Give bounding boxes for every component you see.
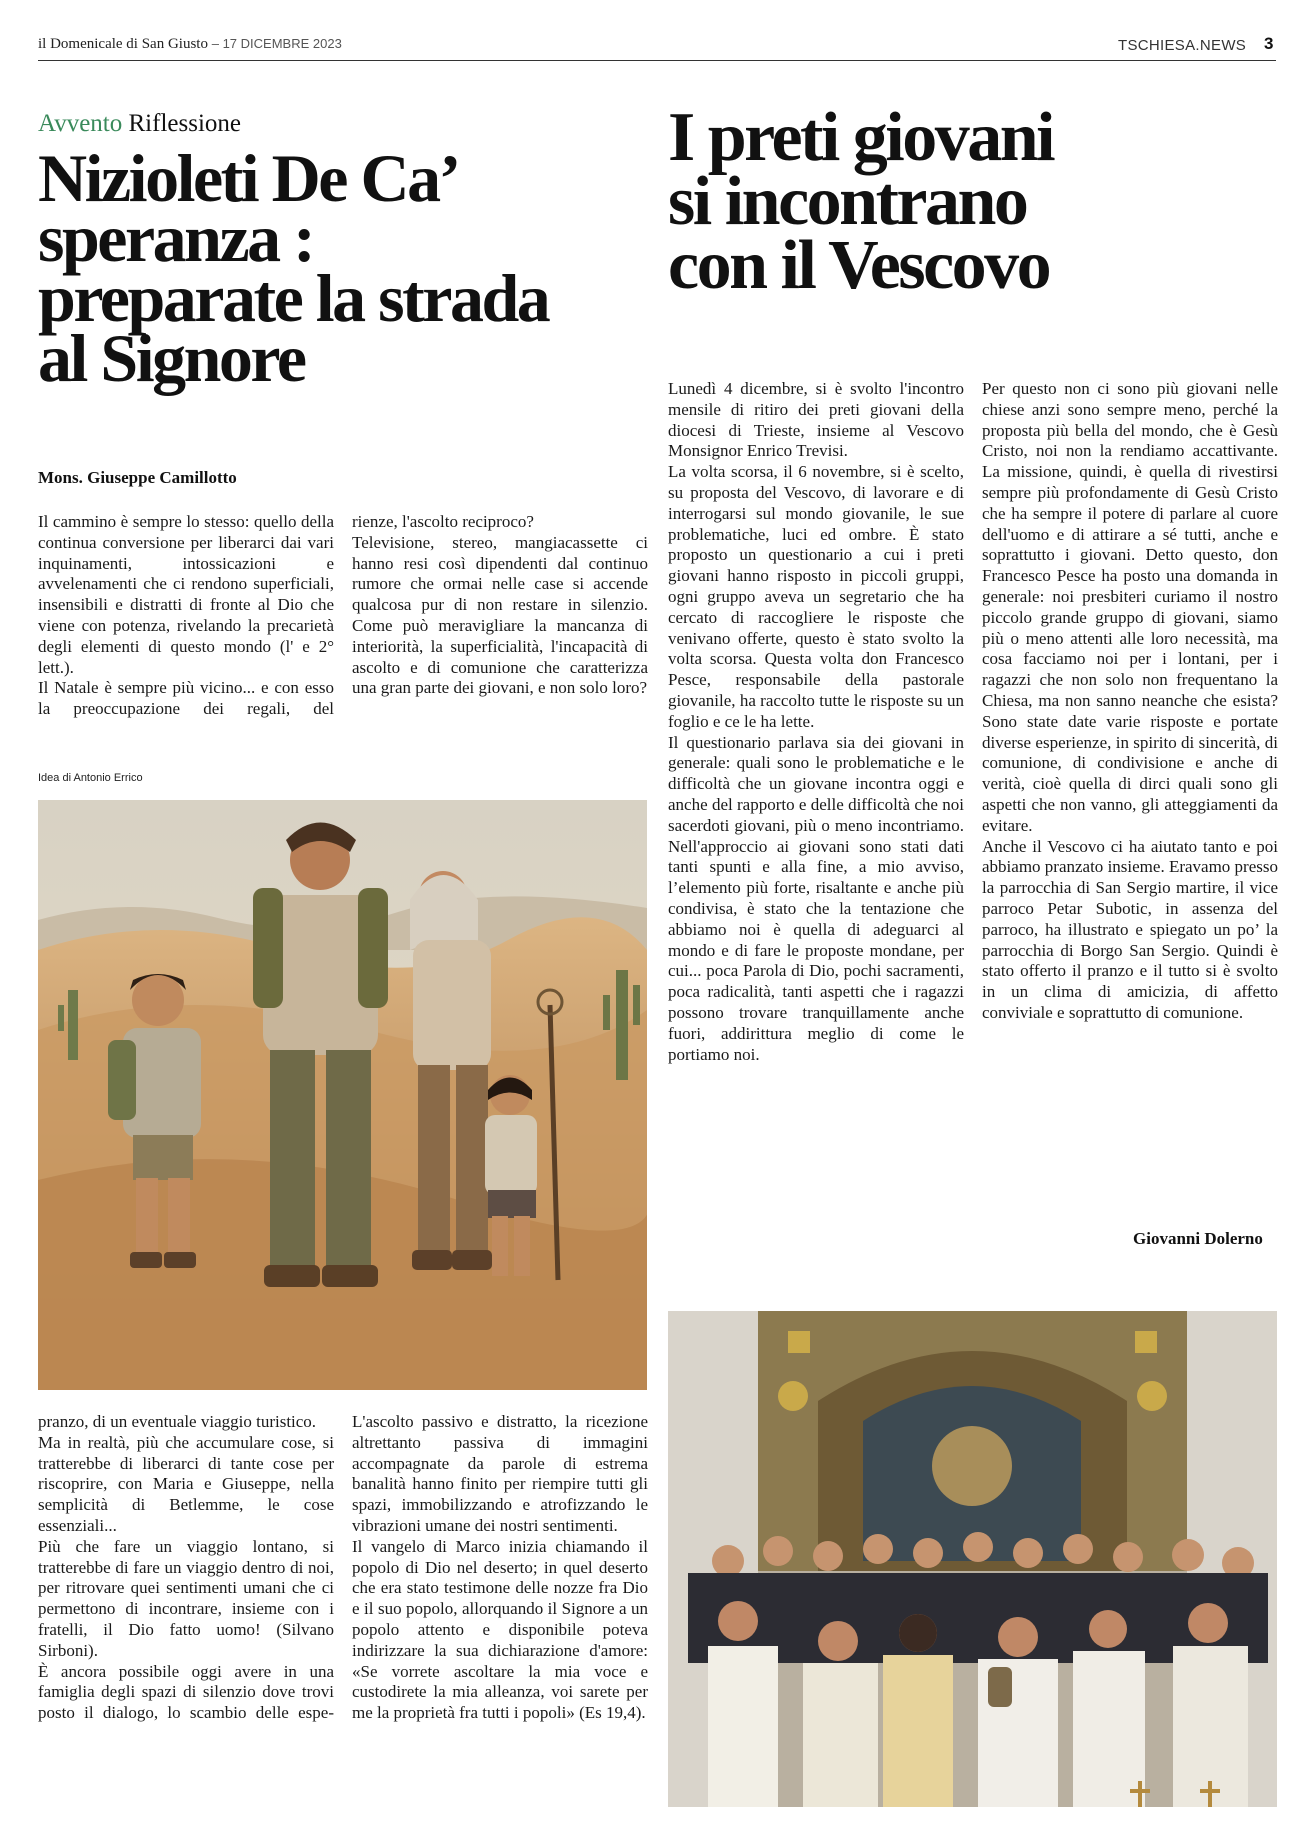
kicker-type: Riflessione (128, 110, 241, 137)
section-kicker (38, 110, 241, 138)
image-caption: Idea di Antonio Errico (38, 772, 143, 784)
header-rule (38, 60, 1276, 61)
paragraph: La volta scorsa, il 6 novembre, si è scelto, su proposta del Vescovo, di lavorare e di interrogarsi sul mondo giovanile, le sue problematiche, luci ed ombre. È stato proposto un questionario a cui i preti giovani hanno risposto in piccoli gruppi, ogni gruppo aveva un segretario che ha cercato di raccogliere le risposte che venivano offerte, questo è stato svolto la volta scorsa. Questa volta don Francesco Pesce, responsabile della pastorale giovanile, ha raccolto tutte le risposte su un foglio e ce le ha lette. (668, 462, 964, 731)
page-number: 3 (1264, 34, 1274, 53)
left-bottom-column-2 (352, 1412, 648, 1724)
paragraph: Più che fare un viaggio lontano, si tratterebbe di fare un viaggio dentro di noi, per ritrovare quei sentimenti umani che ci permettono di incontrare, insieme con i fratelli, il Dio fatto uomo! (Silvano Sirboni). (38, 1536, 334, 1660)
paragraph: Televisione, stereo, mangiacassette ci hanno resi così dipendenti dal continuo rumore che ormai nelle case si accende qualcosa pur di non restare in silenzio. Come può meravigliare la mancanza di interiorità, la superficialità, l'incapacità di ascolto e di comunione che caratterizza una gran parte dei giovani, e non solo loro? (352, 532, 648, 698)
paragraph: Il Natale è sempre più vicino... e con esso la preoccupazione dei regali, del (38, 678, 334, 719)
right-column-1 (668, 379, 964, 1065)
left-top-column-2 (352, 512, 648, 699)
kicker-section: Avvento (38, 110, 123, 137)
left-bottom-column-1 (38, 1412, 334, 1724)
right-article-title (668, 99, 1288, 304)
issue-date: – 17 DICEMBRE 2023 (211, 36, 342, 51)
paragraph: rienze, l'ascolto reciproco? (352, 512, 534, 531)
title-line: speranza : (38, 200, 314, 276)
publication-name: il Domenicale di San Giusto (38, 36, 208, 52)
title-line: con il Vescovo (668, 227, 1050, 304)
paragraph: Anche il Vescovo ci ha aiutato tanto e poi abbiamo pranzato insieme. Eravamo presso la parrocchia di San Sergio martire, il vice parroco Petar Subotic, in assenza del parroco, ha illustrato e spiegato un po’ la parrocchia di Borgo San Sergio. Quindi è stato offerto il pranzo e il tutto si è svolto in un clima di amicizia, di affetto conviviale e soprattutto di comunione. (982, 836, 1278, 1022)
paragraph: Per questo non ci sono più giovani nelle chiese anzi sono sempre meno, perché la proposta più bella del mondo, che è Gesù Cristo, noi non la rendiamo accattivante. La missione, quindi, è quella di rivestirsi sempre più profondamente di Gesù Cristo che ha sempre il potere di parlare al cuore dell'uomo e di attirare a sé tutti, anche e soprattutto i giovani. Detto questo, don Francesco Pesce ha posto una domanda in generale: noi presbiteri curiamo il nostro piccolo grande gruppo di giovani, siamo più o meno attenti alle loro necessità, ma cosa facciamo noi per i lontani, per i ragazzi che non solo non frequentano la Chiesa, ma non sanno neanche che esista? Sono state date varie risposte e portate diverse esperienze, in spirito di sincerità, di comunione, di condivisione e anche di verità, cioè quella di dirci quali sono gli aspetti che non vanno, gli atteggiamenti da evitare. (982, 379, 1278, 835)
title-line: preparate la strada (38, 260, 549, 336)
left-article-title (38, 140, 638, 396)
title-line: I preti giovani (668, 99, 1054, 176)
paragraph: pranzo, di un eventuale viaggio turistico. (38, 1412, 317, 1431)
paragraph: L'ascolto passivo e distratto, la ricezione altrettanto passiva di immagini accompagnate da parole di estrema banalità hanno finito per riempire tutti gli spazi, immobilizzando e atrofizzando le vibrazioni umane dei nostri sentimenti. (352, 1412, 648, 1535)
paragraph: È ancora possibile oggi avere in una famiglia degli spazi di silenzio dove trovi posto il dialogo, lo scambio delle espe- (38, 1661, 334, 1723)
paragraph: Ma in realtà, più che accumulare cose, si tratterebbe di liberarci di tante cose per riscoprire, con Maria e Giuseppe, nella semplicità di Betlemme, le cose essenziali... (38, 1432, 334, 1535)
group-photo-priests (668, 1311, 1277, 1807)
title-line: al Signore (38, 320, 305, 396)
running-head (38, 36, 342, 53)
site-name: TSCHIESA.NEWS (1118, 37, 1247, 54)
desert-family-illustration (38, 800, 647, 1390)
left-article-author: Mons. Giuseppe Camillotto (38, 468, 237, 487)
paragraph: Il vangelo di Marco inizia chiamando il popolo di Dio nel deserto; in quel deserto che era stato testimone delle nozze fra Dio e il suo popolo, allorquando il Signore a un popolo attento e disponibile poteva indirizzare la sua dichiarazione d'amore: «Se vorrete ascoltare la mia voce e custodirete la mia alleanza, voi sarete per me la proprietà fra tutti i popoli» (Es 19,4). (352, 1536, 648, 1723)
left-top-column-1 (38, 512, 334, 720)
title-line: Nizioleti De Ca’ (38, 140, 459, 216)
right-column-2 (982, 379, 1278, 1024)
right-article-author: Giovanni Dolerno (1133, 1229, 1263, 1248)
paragraph: Il questionario parlava sia dei giovani in generale: quali sono le problematiche e le difficoltà che un giovane incontra oggi e anche del rapporto e delle difficoltà che noi sacerdoti giovani, più o meno incontriamo. Nell'approccio ai giovani sono stati dati tanti spunti e alla fine, a mio avviso, l’elemento più forte, risaltante e anche più condivisa, è stato che la tentazione che abbiamo noi è quella di adeguarci al mondo e di fare le proposte mondane, per cui... poca Parola di Dio, pochi sacramenti, poca radicalità, tanti aspetti che i ragazzi possono trovare tranquillamente anche fuori, addirittura meglio di come le portiamo noi. (668, 732, 964, 1064)
paragraph: Lunedì 4 dicembre, si è svolto l'incontro mensile di ritiro dei preti giovani della diocesi di Trieste, insieme al Vescovo Monsignor Enrico Trevisi. (668, 379, 964, 461)
title-line: si incontrano (668, 163, 1027, 240)
paragraph: Il cammino è sempre lo stesso: quello della continua conversione per liberarci dai vari inquinamenti, intossicazioni e avvelenamenti che ci rendono superficiali, insensibili e distratti di fronte al Dio che viene con potenza, rivelando la precarietà degli elementi di questo mondo (l' e 2° lett.). (38, 512, 334, 677)
